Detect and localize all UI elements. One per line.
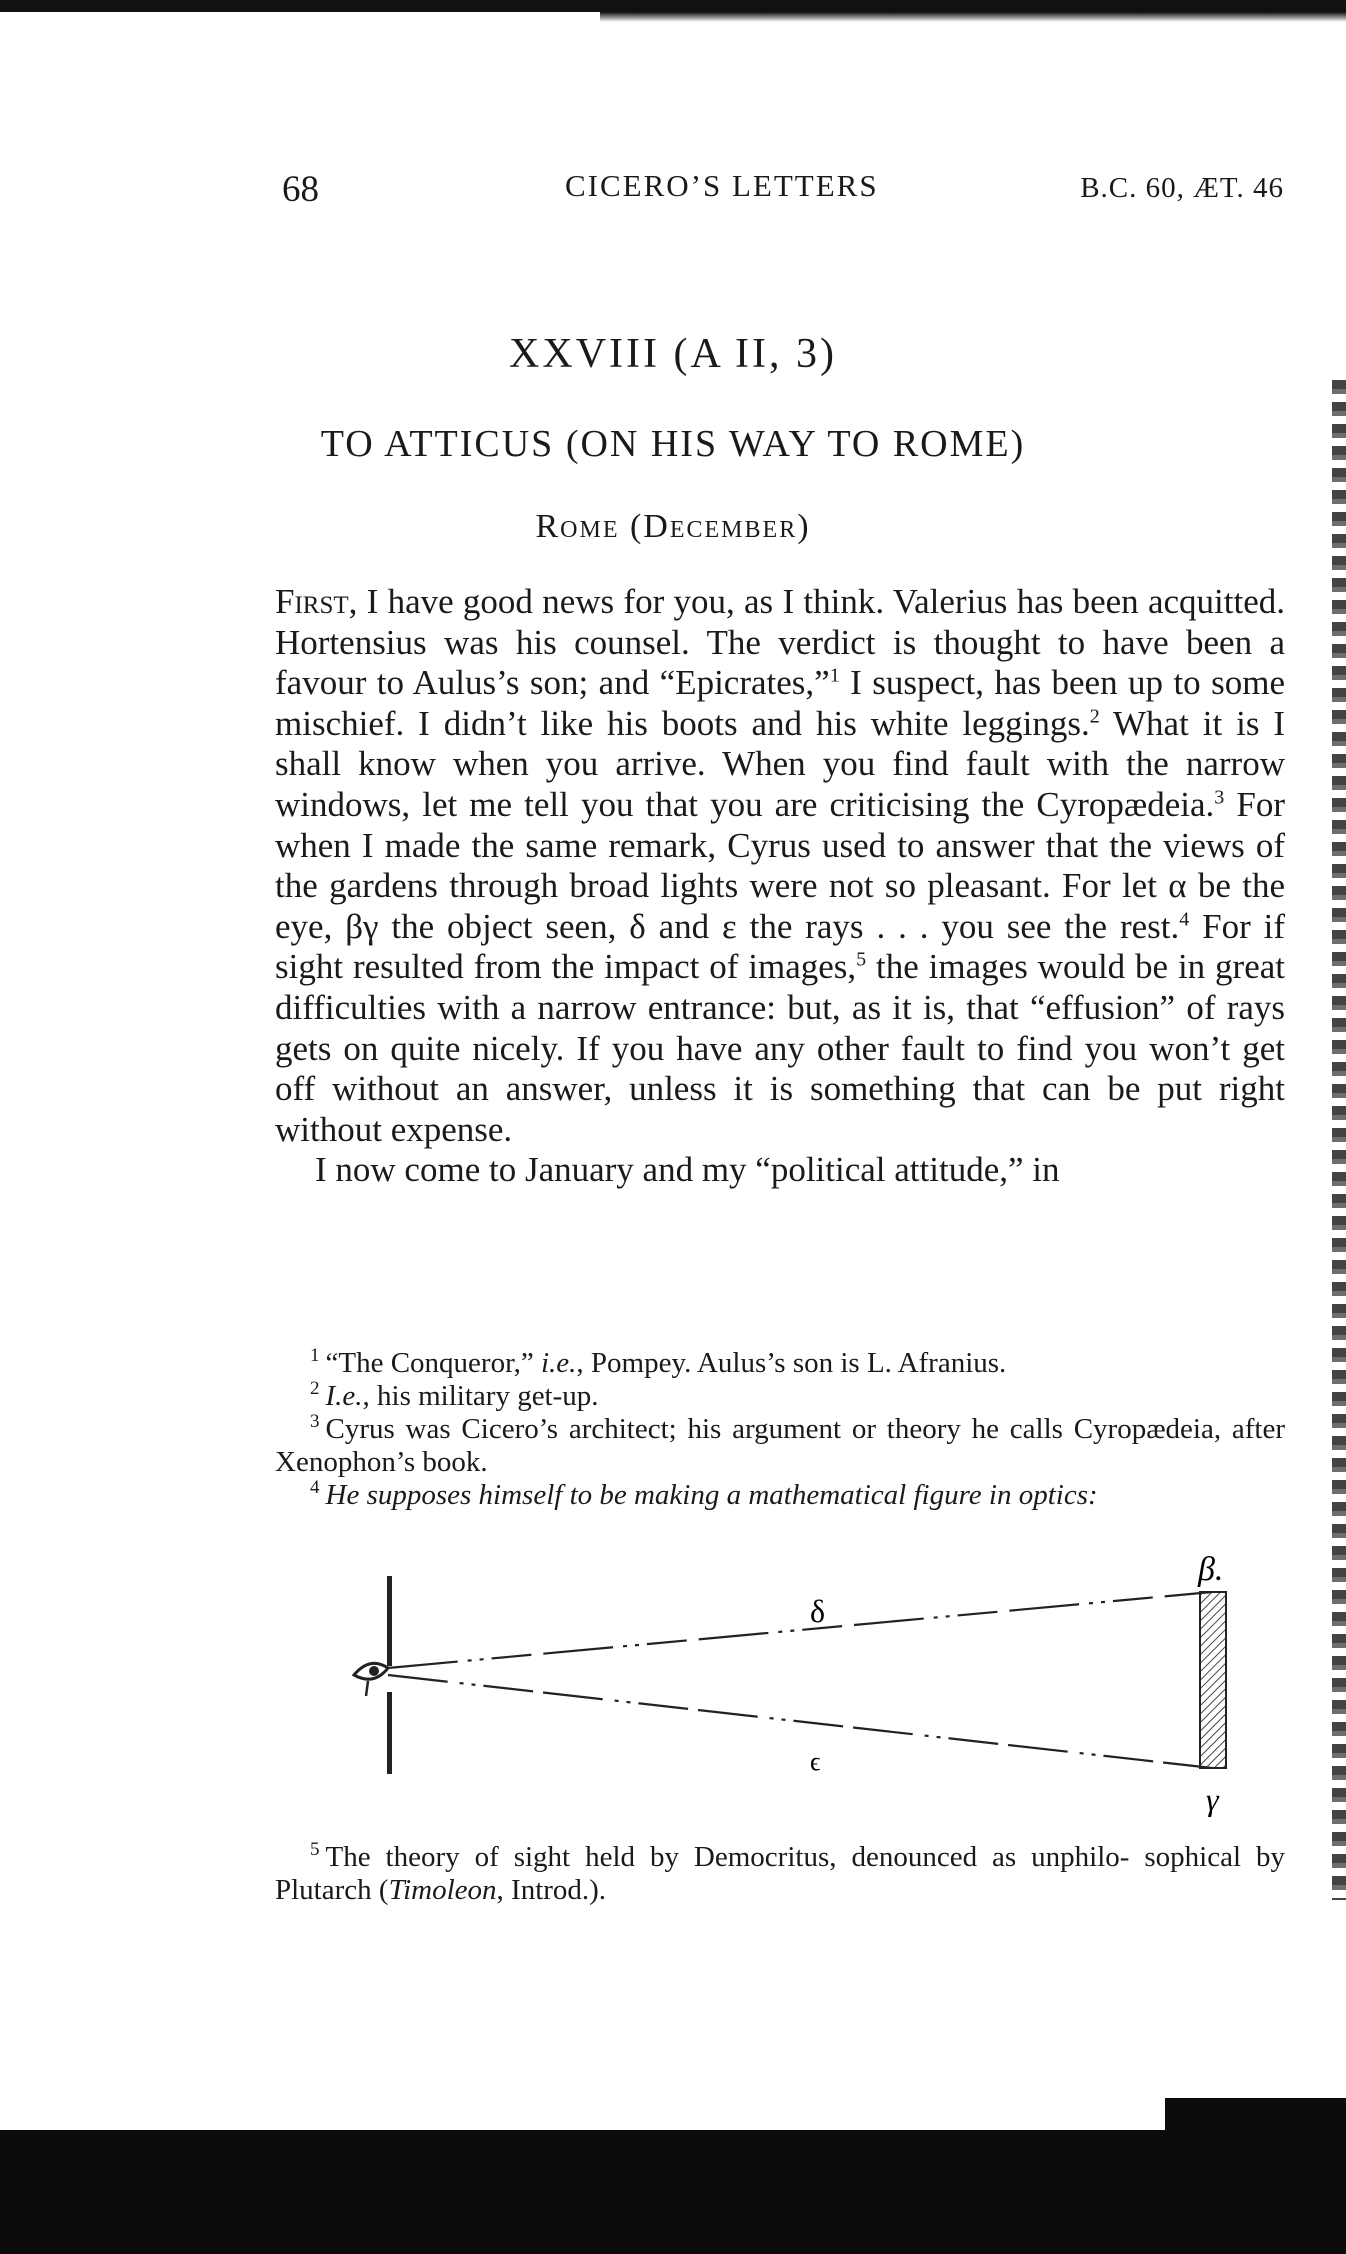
footnote-ref: 5 [856,948,867,971]
footnotes [275,1347,1285,1512]
footnote-mark: 5 [310,1839,320,1861]
object-seen [1200,1592,1226,1768]
label-delta: δ [810,1593,826,1629]
footnote-mark: 3 [310,1411,320,1433]
bottom-scan-border [0,2130,1346,2254]
window-jamb-upper [387,1576,392,1666]
text-run: What it is I shall know when you arrive. When you find fault with the narrow windows, let me tell you that you are criticising the Cyropædeia. [275,703,1285,824]
letter-heading: TO ATTICUS (ON HIS WAY TO ROME) [320,423,1026,465]
ray-delta [388,1592,1212,1668]
label-gamma: γ [1206,1781,1219,1817]
running-title: CICERO’S LETTERS [565,168,879,203]
text-run: , his military get-up. [362,1380,599,1412]
footnote-mark: 1 [310,1345,320,1367]
footnote-mark: 4 [310,1477,320,1499]
footnote-mark: 2 [310,1378,320,1400]
letter-place: Rome (December) [535,508,811,545]
footnote-3 [275,1413,1285,1479]
right-page-edge [1332,380,1346,1900]
footnote-5-text [275,1841,1285,1907]
footnote-5 [275,1841,1285,1907]
text-run: For when I made the same remark, Cyrus used to answer that the views of the gardens through broad lights were not so pleasant. For let α be the eye, βγ the object seen, δ and ε the rays . . . you see the rest. [275,784,1286,946]
text-run: For if sight resulted from the impact of images, [275,906,1286,987]
text-run: Cyrus was Cicero’s architect; his argument or theory he calls Cyropædeia, after Xenophon’s book. [275,1413,1285,1478]
eye-lash [366,1681,368,1696]
footnote-2 [275,1380,1285,1413]
letter-body [275,582,1285,1191]
footnote-ref: 4 [1179,908,1190,931]
ray-epsilon [388,1675,1212,1768]
footnote-ref: 3 [1214,786,1225,809]
footnote-ref: 2 [1089,705,1100,728]
paragraph-1 [275,582,1285,1150]
text-run: i.e. [540,1347,577,1379]
paragraph-2: I now come to January and my “political attitude,” in [315,1150,1060,1190]
text-run: Timoleon [388,1874,497,1906]
text-run: The theory of sight held by Democritus, denounced as unphilo‑ sophical by Plutarch ( [275,1841,1285,1906]
footnote-1 [275,1347,1285,1380]
text-run: the images would be in great difficulties with a narrow entrance: but, as it is, that “effusion” of rays gets on quite nicely. If you have any other fault to find you won’t get off without an answer, unless it is something that can be put right without expense. [275,947,1285,1149]
text-run: I suspect, has been up to some mischief. I didn’t like his boots and his white leggings. [275,663,1285,743]
text-run: “The Conqueror,” [325,1347,541,1379]
running-date: B.C. 60, ÆT. 46 [1080,172,1284,204]
opening-word: First [275,582,349,621]
label-epsilon: ϵ [810,1747,821,1776]
text-run: He supposes himself to be making a mathematical figure in optics: [325,1479,1098,1511]
footnote-ref: 1 [829,664,840,687]
footnote-4 [275,1479,1285,1512]
label-beta: β. [1198,1551,1224,1588]
eye-pupil [369,1666,379,1676]
optics-diagram [330,1540,1260,1830]
letter-number: XXVIII (A II, 3) [509,331,837,377]
window-jamb-lower [387,1692,392,1774]
text-run: , I have good news for you, as I think. Valerius has been acquitted. Hortensius was his counsel. The verdict is thought to have been a favour to Aulus’s son; and “Epicrates,” [275,582,1285,703]
text-run: , Pompey. Aulus’s son is L. Afranius. [576,1347,1007,1379]
page-number: 68 [282,169,319,210]
text-run: , Introd.). [496,1874,607,1906]
text-run: I.e. [325,1380,363,1412]
top-scan-shadow [600,0,1346,22]
